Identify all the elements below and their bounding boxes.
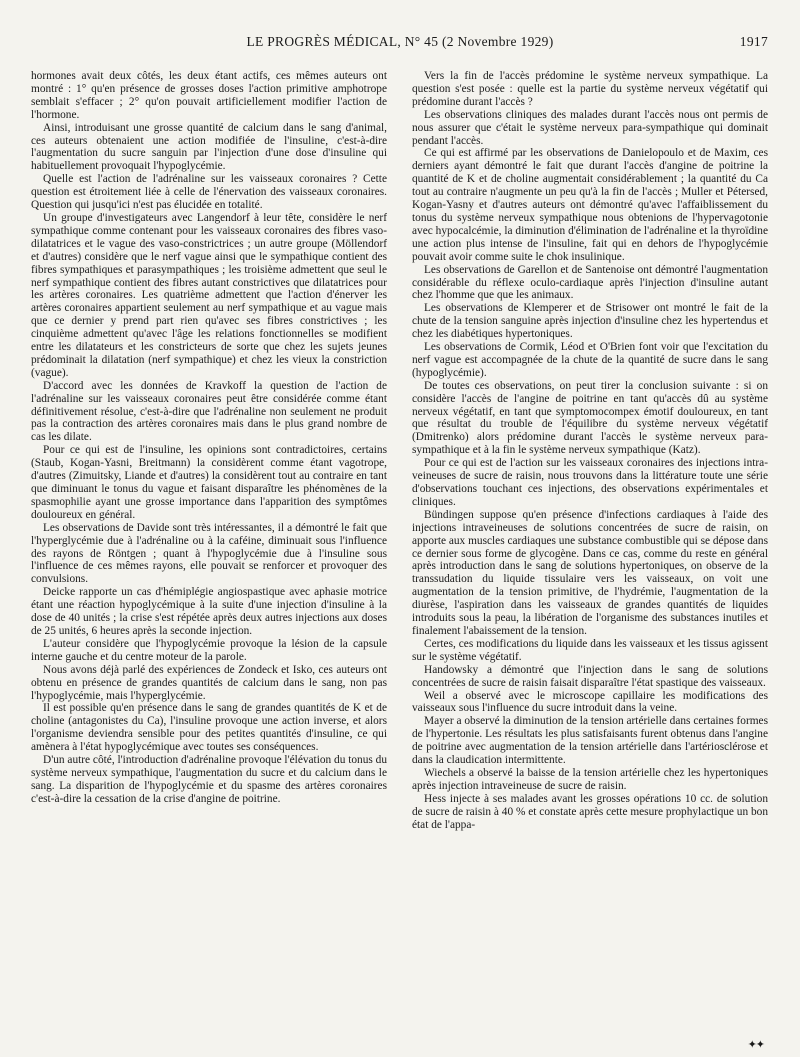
paragraph: Les observations de Cormik, Léod et O'Brien font voir que l'excitation du nerf vague est accompagnée de la chute de la quantité de sucre dans le sang (hypoglycémie). [412,341,768,379]
paragraph: Les observations de Klemperer et de Strisower ont montré le fait de la chute de la tension sanguine après injection d'insuline chez les hypertendus et chez les diabétiques hypertoniques. [412,302,768,341]
paragraph: Weil a observé avec le microscope capillaire les modifications des vaisseaux sous l'influence du sucre introduit dans la veine. [412,689,768,715]
paragraph: Handowsky a démontré que l'injection dans le sang de solutions concentrées de sucre de raisin faisait disparaître l'état spastique des vaisseaux. [412,663,768,689]
paragraph: Bündingen suppose qu'en présence d'infections cardiaques à l'aide des injections intraveineuses de solutions concentrées de sucre de raisin, on apporte aux muscles cardiaques une substance combustible qui se dépose dans ce dernier sous forme de glycogène. Dans ce cas, comme du reste en général après introduction dans le sang de solutions hypertoniques, on observe de la transsudation du liquide tissulaire vers les vaisseaux, on voit une augmentation de la tension primitive, de l'hydrémie, l'augmentation de la diurèse, l'aspiration dans les vaisseaux de grandes quantités de liquides introduits sous la peau, la libération de l'organisme des substances inutiles et finalement l'abaissement de la tension. [412,508,768,637]
paragraph: Deicke rapporte un cas d'hémiplégie angiospastique avec aphasie motrice étant une réaction hypoglycémique à la suite d'une injection d'insuline à la dose de 40 unités ; la crise s'est répétée après deux autres injections aux doses de 25 unités, 6 heures après la seconde injection. [31,586,387,637]
paragraph: Ce qui est affirmé par les observations de Danielopoulo et de Maxim, ces derniers ayant démontré le fait que durant l'accès d'angine de poitrine la quantité de K et de choline augmentait considérablement ; la quantité du Ca tout au contraire n'augmente un peu qu'à la fin de l'accès ; Muller et Pétersed, Kogan-Yasny et d'autres auteurs ont démontré qu'avec l'affaiblissement du tonus du système nerveux sympathique nous obtenions de l'hypervagotonie avec hypocalcémie, la diminution d'élimination de l'adrénaline et la thyroïdine une action plus intense de l'insuline, fait qui en dehors de l'hypoglycémie pouvait avoir comme suite le chok insulinique. [412,147,768,263]
paragraph: Les observations cliniques des malades durant l'accès nous ont permis de nous assurer que c'était le système nerveux para-sympathique qui dominait pendant l'accès. [412,108,768,147]
footer-ornament: ✦✦ [747,1039,764,1051]
right-column [412,70,768,1032]
paragraph: De toutes ces observations, on peut tirer la conclusion suivante : si on considère l'accès de l'angine de poitrine en tant qu'accès dû au système nerveux végétatif, en tant que symptomocompex émotif douloureux, en tant que résultat du trouble de l'équilibre du système nerveux végétatif (Dmitrenko) alors prédomine durant l'accès le système nerveux para-sympathique et à la fin le système nerveux sympathique (Katz). [412,379,768,457]
paragraph: Certes, ces modifications du liquide dans les vaisseaux et les tissus agissent sur le système végétatif. [412,637,768,663]
paragraph: D'accord avec les données de Kravkoff la question de l'action de l'adrénaline sur les vaisseaux coronaires peut être considérée comme étant définitivement résolue, c'est-à-dire que l'adrénaline non seulement ne produit pas la contraction des artères coronaires mais dans le plus grand nombre de cas les dilate. [31,379,387,444]
paragraph: Ainsi, introduisant une grosse quantité de calcium dans le sang d'animal, ces auteurs obtenaient une action modifiée de l'insuline, c'est-à-dire l'augmentation du sucre sanguin par l'injection d'une dose d'insuline qui habituellement provoquait l'hypoglycémie. [31,121,387,173]
left-column [31,70,387,1032]
paragraph: Quelle est l'action de l'adrénaline sur les vaisseaux coronaires ? Cette question est étroitement liée à celle de l'énervation des vaisseaux coronaires. Question qui jusqu'ici n'est pas élucidée en totalité. [31,173,387,212]
paragraph: hormones avait deux côtés, les deux étant actifs, ces mêmes auteurs ont montré : 1° qu'en présence de grosses doses l'action primitive amphotrope semblait s'effacer ; 2° qu'on pouvait artificiellement modifier l'action de l'hormone. [31,70,387,121]
paragraph: Pour ce qui est de l'insuline, les opinions sont contradictoires, certains (Staub, Kogan-Yasni, Breitmann) la considèrent comme étant vagotrope, d'autres (Zimuitsky, Liande et d'autres) la considèrent tout au contraire en tant que diminuant le tonus du vague et faisant disparaître les phénomènes de la spasmophilie ayant une grosse importance dans l'apparition des symptômes douloureux en général. [31,444,387,521]
paragraph: Vers la fin de l'accès prédomine le système nerveux sympathique. La question s'est posée : quelle est la partie du système nerveux végétatif qui prédomine durant l'accès ? [412,70,768,108]
paragraph: Les observations de Davide sont très intéressantes, il a démontré le fait que l'hyperglycémie due à l'adrénaline ou à la caféine, diminuait sous l'influence des rayons de Röntgen ; quant à l'hypoglycémie due à l'insuline sous l'influence de ces mêmes rayons, elle pouvait se renforcer et provoquer des convulsions. [31,521,387,586]
paragraph: Les observations de Garellon et de Santenoise ont démontré l'augmentation considérable du réflexe oculo-cardiaque après l'injection d'insuline autant chez l'homme que que les animaux. [412,263,768,302]
paragraph: Nous avons déjà parlé des expériences de Zondeck et Isko, ces auteurs ont obtenu en présence de grandes quantités de calcium dans le sang, non pas l'hypoglycémie, mais l'hyperglycémie. [31,663,387,702]
paragraph: Un groupe d'investigateurs avec Langendorf à leur tête, considère le nerf sympathique comme contenant pour les vaisseaux coronaires des fibres vaso-dilatatrices et le vague des vaso-constrictrices ; un autre groupe (Möllendorf et d'autres) considère que le nerf vague ainsi que le sympathique contient des fibres sympathiques et parasympathiques ; les troisième admettent que seul le nerf sympathique contient des fibres autant constrictives que dilatatrices pour les artères coronaires. Les quatrième admettent que l'action d'énerver les artères coronaires appartient seulement au nerf sympathique et au vague mais que ce dernier y prend part rien qu'avec ses fibres constrictives ; les cinquième admettent qu'avec l'âge les relations fonctionnelles se modifient entre les dilatateurs et les constricteurs de sorte que chez les sujets jeunes prédominait la dilatation (nerf sympathique) et chez les vieux la constriction (vague). [31,211,387,379]
journal-title: LE PROGRÈS MÉDICAL, N° 45 (2 Novembre 1929) [246,34,554,49]
paragraph: Pour ce qui est de l'action sur les vaisseaux coronaires des injections intra-veineuses de sucre de raisin, nous trouvons dans la littérature toute une série d'observations touchant ces injections, des observations expérimentales et cliniques. [412,457,768,508]
paragraph: Hess injecte à ses malades avant les grosses opérations 10 cc. de solution de sucre de raisin à 40 % et constate après cette mesure prophylactique un bon état de l'appa- [412,792,768,831]
paragraph: D'un autre côté, l'introduction d'adrénaline provoque l'élévation du tonus du système nerveux sympathique, l'augmentation du sucre et du calcium dans le sang. La disparition de l'hypoglycémie et du spasme des artères coronaires c'est-à-dire la cessation de la crise d'angine de poitrine. [31,754,387,805]
paragraph: Wiechels a observé la baisse de la tension artérielle chez les hypertoniques après injection intraveineuse de sucre de raisin. [412,766,768,792]
paragraph: Il est possible qu'en présence dans le sang de grandes quantités de K et de choline (antagonistes du Ca), l'insuline provoque une action inverse, et alors l'organisme deviendra sensible pour des petites quantités d'insuline, ce qui amènera à l'état hypoglycémique avec toutes ses conséquences. [31,702,387,754]
page-number: 1917 [739,34,768,49]
paragraph: L'auteur considère que l'hypoglycémie provoque la lésion de la capsule interne gauche et du centre moteur de la parole. [31,637,387,663]
running-header [32,34,768,52]
paragraph: Mayer a observé la diminution de la tension artérielle dans certaines formes de l'hypertonie. Les résultats les plus satisfaisants furent obtenus dans l'angine de poitrine avec augmentation de la tension artérielle dans l'artériosclérose et dans la claudication intermittente. [412,715,768,767]
